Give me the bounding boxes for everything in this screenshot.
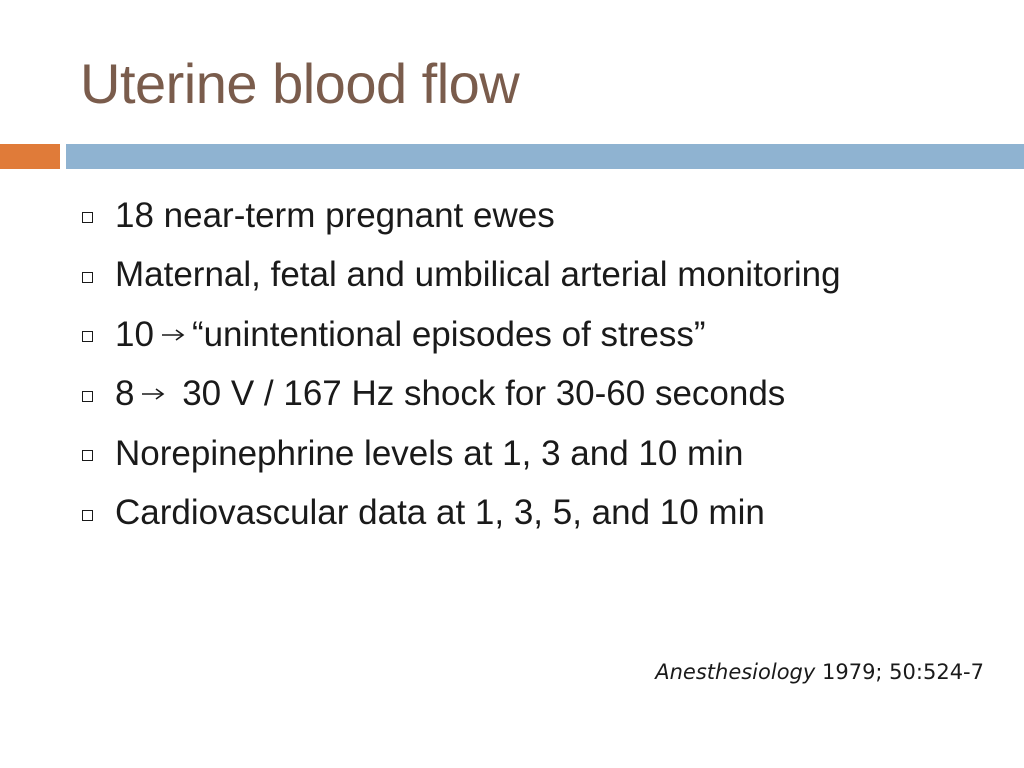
bullet-item bbox=[82, 424, 841, 484]
bullet-text bbox=[115, 315, 706, 355]
bullet-text: Norepinephrine levels at 1, 3 and 10 min bbox=[115, 433, 744, 473]
bullet-prefix: 8 bbox=[115, 374, 135, 414]
bullet-list bbox=[82, 186, 841, 543]
right-arrow-icon bbox=[158, 325, 188, 345]
square-bullet-icon bbox=[82, 212, 93, 223]
bullet-suffix: 30 V / 167 Hz shock for 30-60 seconds bbox=[172, 374, 786, 414]
bullet-item bbox=[82, 186, 841, 246]
square-bullet-icon bbox=[82, 272, 93, 283]
bullet-prefix: 10 bbox=[115, 314, 154, 354]
bullet-item bbox=[82, 484, 841, 544]
bullet-text: Maternal, fetal and umbilical arterial monitoring bbox=[115, 255, 841, 295]
bullet-text bbox=[115, 374, 785, 414]
citation bbox=[655, 660, 984, 684]
right-arrow-icon bbox=[138, 384, 168, 404]
square-bullet-icon bbox=[82, 331, 93, 342]
accent-bar bbox=[0, 144, 60, 169]
bullet-item bbox=[82, 305, 841, 365]
bullet-text: 18 near-term pregnant ewes bbox=[115, 195, 555, 235]
citation-details: 1979; 50:524-7 bbox=[815, 660, 984, 684]
square-bullet-icon bbox=[82, 450, 93, 461]
square-bullet-icon bbox=[82, 391, 93, 402]
bullet-text: Cardiovascular data at 1, 3, 5, and 10 min bbox=[115, 493, 765, 533]
bullet-suffix: “unintentional episodes of stress” bbox=[191, 314, 706, 354]
title-divider-bar bbox=[66, 144, 1024, 169]
citation-journal: Anesthesiology bbox=[655, 660, 816, 684]
square-bullet-icon bbox=[82, 510, 93, 521]
bullet-item bbox=[82, 246, 841, 306]
slide-title: Uterine blood flow bbox=[80, 52, 520, 115]
bullet-item bbox=[82, 365, 841, 425]
